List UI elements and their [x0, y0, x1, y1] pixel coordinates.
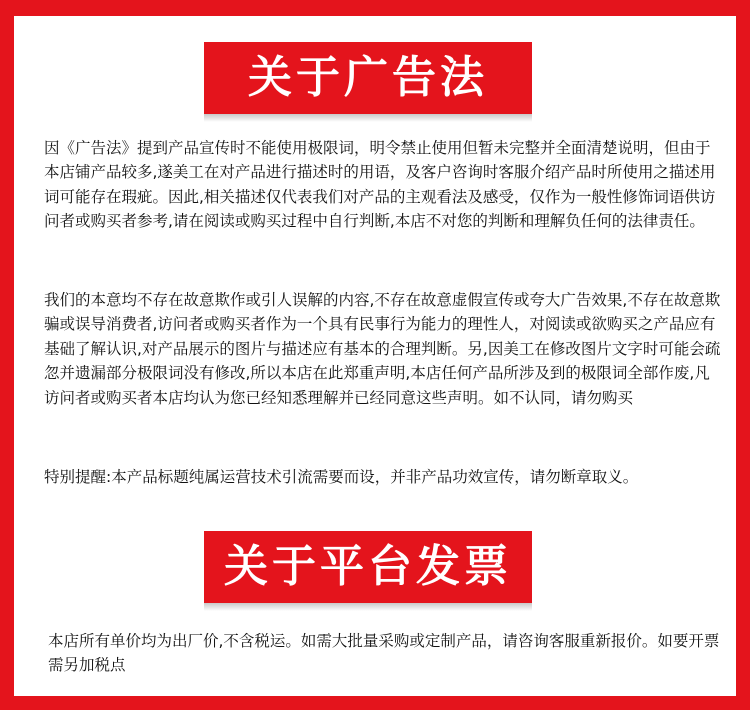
advertising-law-paragraph-1: 因《广告法》提到产品宣传时不能使用极限词，明令禁止使用但暂未完整并全面清楚说明，但由于本店铺产品较多,遂美工在对产品进行描述时的用语，及客户咨询时客服介绍产品时所使用之描述用词可能存在瑕疵。因此,相关描述仅代表我们对产品的主观看法及感受，仅作为一般性修饰词语供访问者或购买者参考,请在阅读或购买过程中自行判断,本店不对您的判断和理解负任何的法律责任。 [44, 139, 716, 231]
advertising-law-title: 关于广告法 [204, 42, 532, 114]
special-reminder-paragraph: 特别提醒:本产品标题纯属运营技术引流需要而设，并非产品功效宣传，请勿断章取义。 [44, 468, 639, 486]
content-panel [14, 16, 736, 696]
advertising-law-paragraph-2: 我们的本意均不存在故意欺作或引人误解的内容,不存在故意虚假宣传或夸大广告效果,不存在故意欺骗或误导消费者,访问者或购买者作为一个具有民事行为能力的理性人，对阅读或欲购买之产品应有基础了解认识,对产品展示的图片与描述应有基本的合理判断。另,因美工在修改图片文字时可能会疏忽并遗漏部分极限词没有修改,所以本店在此郑重声明,本店任何产品所涉及到的极限词全部作废,凡访问者或购买者本店均认为您已经知悉理解并已经同意这些声明。如不认同，请勿购买 [44, 291, 721, 407]
invoice-title: 关于平台发票 [204, 531, 532, 603]
invoice-paragraph: 本店所有单价均为出厂价,不含税运。如需大批量采购或定制产品，请咨询客服重新报价。如要开票需另加税点 [48, 632, 720, 675]
